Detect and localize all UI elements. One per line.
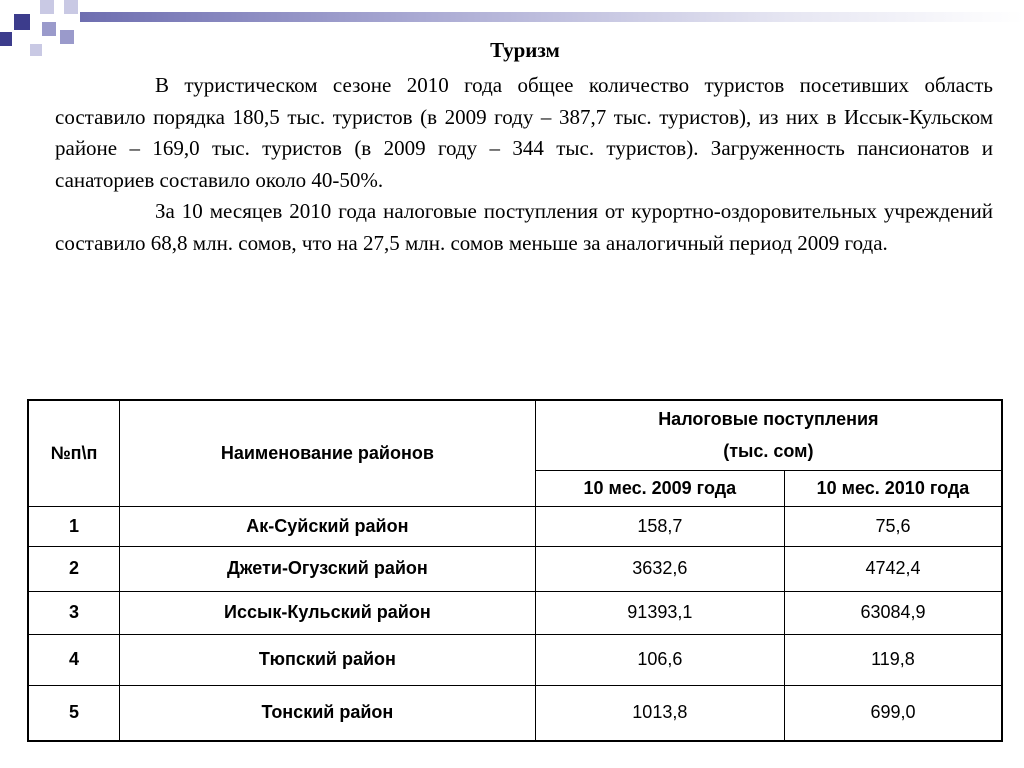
table-row (28, 546, 1002, 591)
header-2009: 10 мес. 2009 года (535, 470, 784, 506)
row-value-2010: 63084,9 (784, 591, 1002, 634)
header-tax-group-line1: Налоговые поступления (658, 409, 879, 430)
table-row (28, 591, 1002, 634)
header-num: №п\п (28, 400, 120, 506)
row-num: 3 (28, 591, 120, 634)
row-num: 1 (28, 506, 120, 546)
table-row (28, 506, 1002, 546)
row-num: 2 (28, 546, 120, 591)
decor-square-light (64, 0, 78, 14)
row-value-2010: 119,8 (784, 634, 1002, 685)
row-district: Джети-Огузский район (120, 546, 536, 591)
slide-title: Туризм (490, 38, 560, 62)
paragraph-tourists: В туристическом сезоне 2010 года общее количество туристов посетивших область составило порядка 180,5 тыс. туристов (в 2009 году – 387,7 тыс. туристов), из них в Иссык-Кульском районе – 169,0 тыс. туристов (в 2009 году – 344 тыс. туристов). Загруженность пансионатов и санаториев составило около 40-50%. (55, 73, 993, 192)
row-district: Ак-Суйский район (120, 506, 536, 546)
decor-square-light (40, 0, 54, 14)
decor-square-mid (42, 22, 56, 36)
decor-square-dark (14, 14, 30, 30)
header-tax-group (535, 400, 1002, 470)
header-name: Наименование районов (120, 400, 536, 506)
row-num: 4 (28, 634, 120, 685)
row-district: Иссык-Кульский район (120, 591, 536, 634)
paragraph-tax: За 10 месяцев 2010 года налоговые поступления от курортно-оздоровительных учреждений составило 68,8 млн. сомов, что на 27,5 млн. сомов меньше за аналогичный период 2009 года. (55, 199, 993, 255)
row-value-2010: 699,0 (784, 685, 1002, 741)
row-district: Тюпский район (120, 634, 536, 685)
row-value-2009: 1013,8 (535, 685, 784, 741)
row-value-2009: 158,7 (535, 506, 784, 546)
row-value-2010: 4742,4 (784, 546, 1002, 591)
header-tax-group-line2: (тыс. сом) (723, 441, 814, 462)
row-value-2009: 106,6 (535, 634, 784, 685)
table-row (28, 634, 1002, 685)
tax-revenue-table (27, 399, 1003, 742)
row-value-2010: 75,6 (784, 506, 1002, 546)
row-num: 5 (28, 685, 120, 741)
row-value-2009: 91393,1 (535, 591, 784, 634)
table-row (28, 685, 1002, 741)
row-value-2009: 3632,6 (535, 546, 784, 591)
row-district: Тонский район (120, 685, 536, 741)
decor-header-band (80, 12, 1024, 22)
slide-body (55, 70, 993, 259)
header-2010: 10 мес. 2010 года (784, 470, 1002, 506)
table-header-row (28, 400, 1002, 470)
